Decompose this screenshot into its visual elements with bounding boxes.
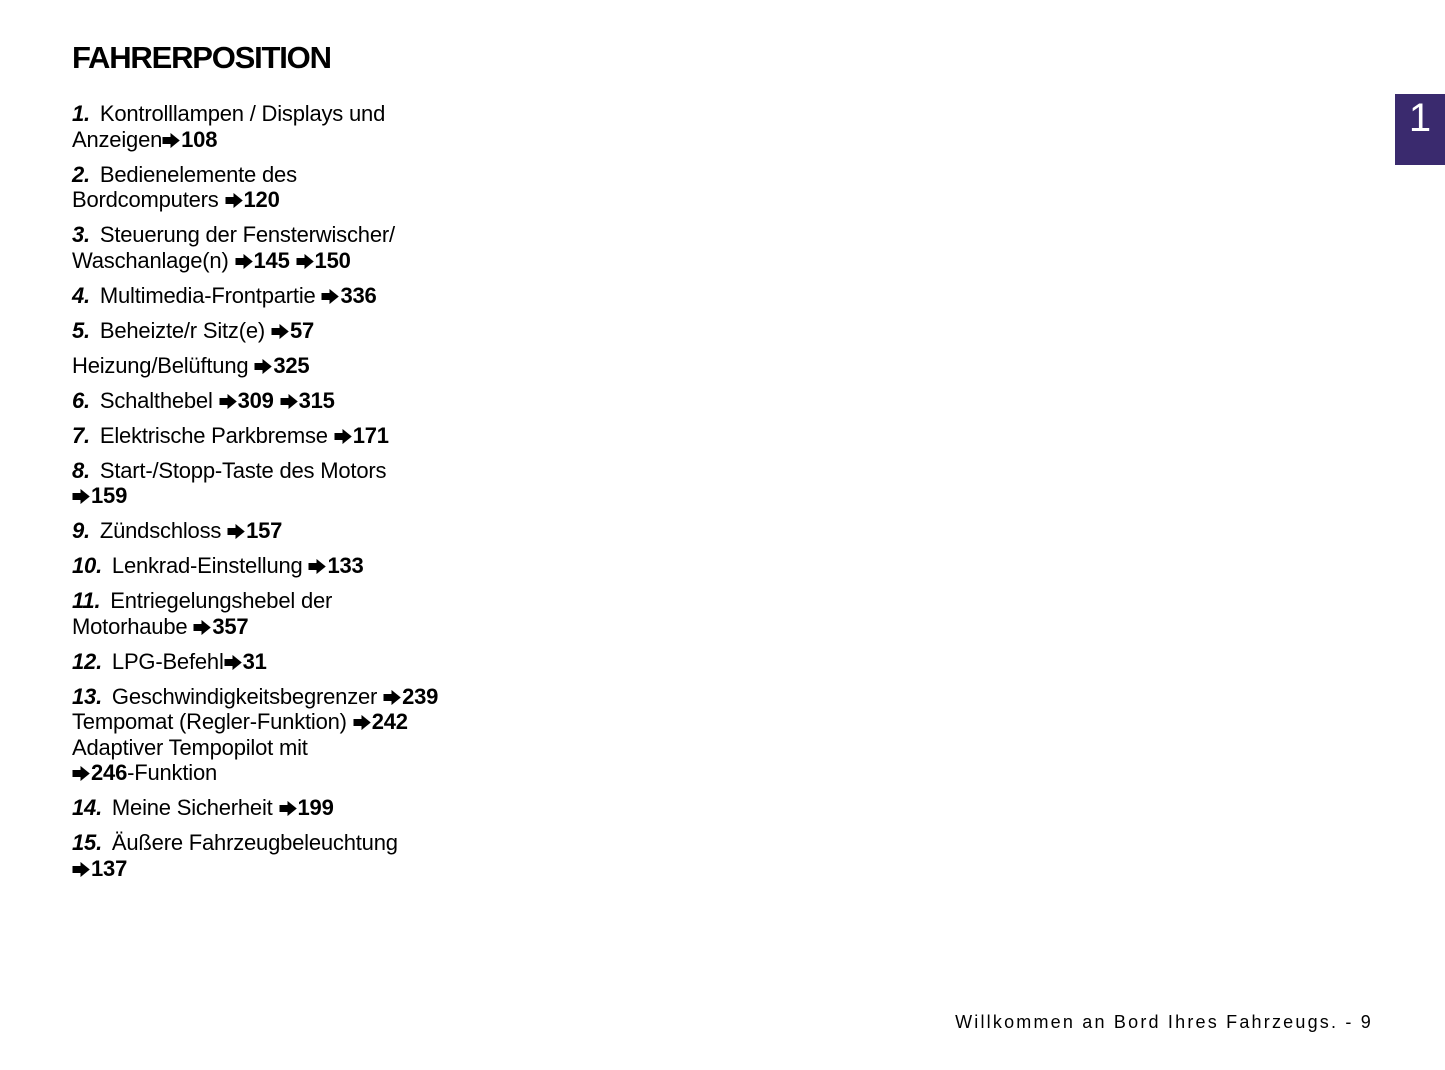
item-text: Steuerung der Fensterwischer/ xyxy=(99,222,395,247)
item-number: 10. xyxy=(72,553,102,578)
item-number: 5. xyxy=(72,317,90,343)
list-item xyxy=(72,353,492,379)
page-reference[interactable]: 242 xyxy=(353,709,408,734)
arrow-right-icon xyxy=(279,801,297,816)
page-reference[interactable]: 246 xyxy=(72,760,127,785)
arrow-right-icon xyxy=(334,429,352,444)
list-item xyxy=(72,684,492,786)
item-text: Beheizte/r Sitz(e) xyxy=(99,317,266,343)
item-number: 13. xyxy=(72,683,102,709)
list-item xyxy=(72,388,492,414)
list-item xyxy=(72,423,492,449)
arrow-right-icon xyxy=(280,394,298,409)
page-reference[interactable]: 57 xyxy=(271,318,314,343)
page-reference[interactable]: 31 xyxy=(224,649,267,674)
item-text: LPG-Befehl xyxy=(111,648,224,674)
page-reference[interactable]: 157 xyxy=(227,518,282,543)
list-item xyxy=(72,795,492,821)
list-item xyxy=(72,830,492,881)
page-reference[interactable]: 309 xyxy=(219,388,274,413)
arrow-right-icon xyxy=(224,655,242,670)
item-number: 14. xyxy=(72,795,102,820)
item-number: 11. xyxy=(72,588,101,613)
page-reference[interactable]: 159 xyxy=(72,483,127,508)
item-text: Multimedia-Frontpartie xyxy=(99,282,316,308)
page-reference[interactable]: 171 xyxy=(334,423,389,448)
item-number: 12. xyxy=(72,648,102,674)
page-reference[interactable]: 120 xyxy=(225,187,280,212)
page-reference[interactable]: 145 xyxy=(235,248,290,273)
list-item xyxy=(72,222,492,273)
item-text: Zündschloss xyxy=(99,518,222,543)
list-item xyxy=(72,588,492,639)
list-item xyxy=(72,101,492,152)
page-reference[interactable]: 336 xyxy=(321,283,376,308)
item-text: Schalthebel xyxy=(99,387,213,413)
arrow-right-icon xyxy=(254,359,272,374)
item-text: Meine Sicherheit xyxy=(111,795,273,820)
item-number: 3. xyxy=(72,222,90,247)
item-text: Adaptiver Tempopilot mit xyxy=(72,734,308,760)
arrow-right-icon xyxy=(353,715,371,730)
item-text: Äußere Fahrzeugbeleuchtung xyxy=(111,830,398,855)
item-text: -Funktion xyxy=(127,760,218,785)
chapter-tab[interactable] xyxy=(1395,94,1445,165)
item-text: Anzeigen xyxy=(72,126,163,152)
item-number: 8. xyxy=(72,457,90,483)
list-item xyxy=(72,458,492,509)
item-text: Geschwindigkeitsbegrenzer xyxy=(111,683,378,709)
item-text: Lenkrad-Einstellung xyxy=(111,553,303,578)
entry-list xyxy=(72,101,492,891)
arrow-right-icon xyxy=(296,254,314,269)
item-text: Heizung/Belüftung xyxy=(72,352,249,378)
page-title: FAHRERPOSITION xyxy=(72,40,331,75)
item-number: 1. xyxy=(72,101,90,126)
list-item xyxy=(72,553,492,579)
page-reference[interactable]: 239 xyxy=(383,684,438,709)
list-item xyxy=(72,518,492,544)
arrow-right-icon xyxy=(271,324,289,339)
arrow-right-icon xyxy=(72,489,90,504)
page-reference[interactable]: 357 xyxy=(193,614,248,639)
list-item xyxy=(72,318,492,344)
arrow-right-icon xyxy=(321,289,339,304)
arrow-right-icon xyxy=(219,394,237,409)
page-reference[interactable]: 315 xyxy=(280,388,335,413)
page-reference[interactable]: 199 xyxy=(279,795,334,820)
item-text: Bordcomputers xyxy=(72,187,219,212)
item-number: 7. xyxy=(72,422,90,448)
item-text: Start-/Stopp-Taste des Motors xyxy=(99,457,387,483)
arrow-right-icon xyxy=(235,254,253,269)
page-reference[interactable]: 108 xyxy=(162,127,217,152)
page-reference[interactable]: 137 xyxy=(72,856,127,881)
list-item xyxy=(72,283,492,309)
arrow-right-icon xyxy=(162,133,180,148)
item-number: 9. xyxy=(72,518,90,543)
item-text: Waschanlage(n) xyxy=(72,247,229,273)
item-number: 2. xyxy=(72,161,90,187)
item-text: Bedienelemente des xyxy=(99,161,297,187)
arrow-right-icon xyxy=(225,193,243,208)
item-text: Kontrolllampen / Displays und xyxy=(99,101,386,126)
arrow-right-icon xyxy=(383,690,401,705)
item-text: Elektrische Parkbremse xyxy=(99,422,328,448)
list-item xyxy=(72,162,492,213)
arrow-right-icon xyxy=(193,620,211,635)
item-text: Motorhaube xyxy=(72,613,188,639)
page-reference[interactable]: 325 xyxy=(254,353,309,378)
arrow-right-icon xyxy=(72,766,90,781)
arrow-right-icon xyxy=(72,862,90,877)
page-reference[interactable]: 133 xyxy=(308,553,363,578)
chapter-number: 1 xyxy=(1408,96,1432,140)
arrow-right-icon xyxy=(308,559,326,574)
item-number: 6. xyxy=(72,387,90,413)
page-reference[interactable]: 150 xyxy=(296,248,351,273)
item-number: 15. xyxy=(72,830,102,855)
page-footer: Willkommen an Bord Ihres Fahrzeugs. - 9 xyxy=(955,1012,1373,1032)
arrow-right-icon xyxy=(227,524,245,539)
item-text: Entriegelungshebel der xyxy=(110,588,333,613)
item-number: 4. xyxy=(72,282,90,308)
list-item xyxy=(72,649,492,675)
item-text: Tempomat (Regler-Funktion) xyxy=(72,709,347,734)
